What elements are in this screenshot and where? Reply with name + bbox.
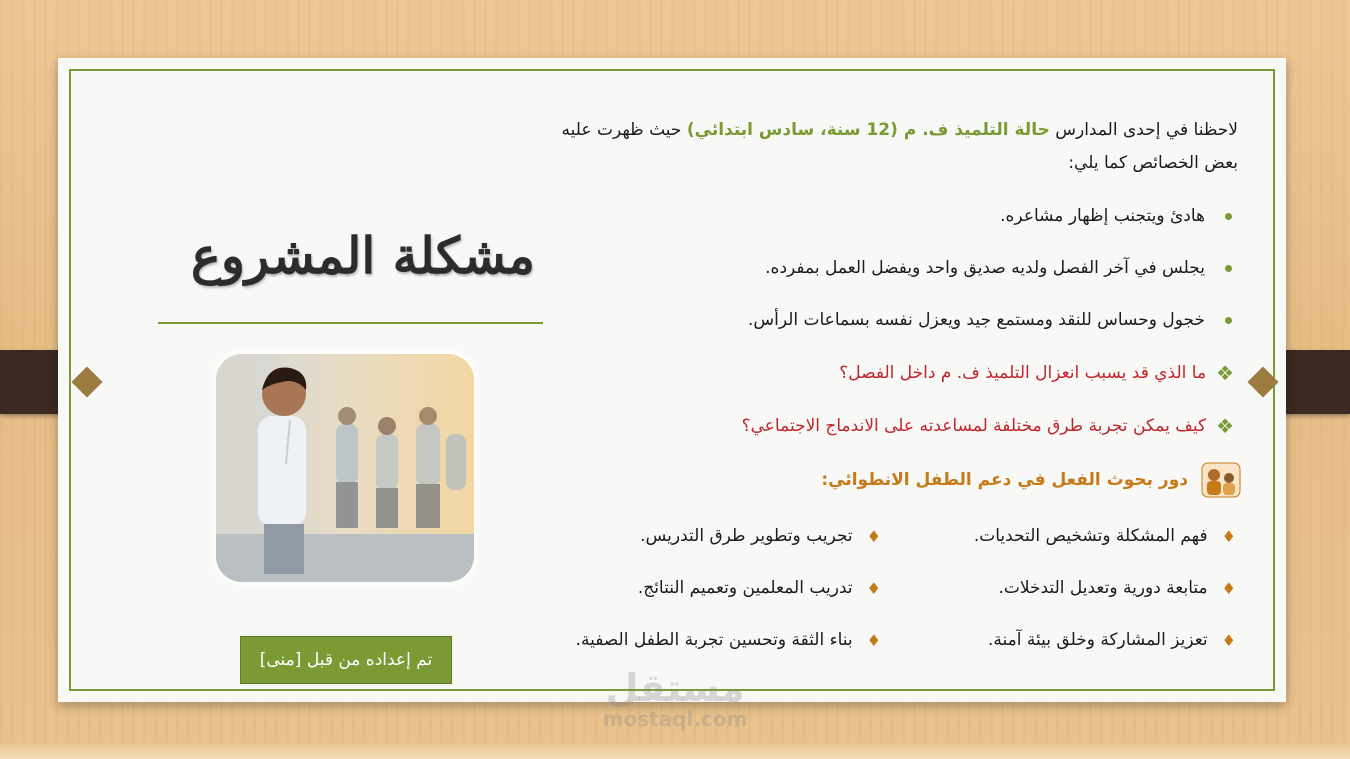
intro-paragraph <box>538 114 1238 180</box>
intro-text-end: حيث ظهرت عليه بعض الخصائص كما يلي: <box>561 120 1238 173</box>
role-item <box>538 614 883 666</box>
question-2 <box>538 399 1238 452</box>
role-item <box>893 614 1238 666</box>
question-1 <box>538 346 1238 399</box>
bullet-dot-icon <box>1225 265 1232 272</box>
role-item-text: بناء الثقة وتحسين تجربة الطفل الصفية. <box>575 630 853 650</box>
list-item <box>538 294 1238 346</box>
content-area <box>538 114 1238 666</box>
role-item <box>893 562 1238 614</box>
watermark-url: mostaql.com <box>602 707 748 731</box>
diamond-icon: ♦ <box>866 630 881 650</box>
role-heading-text: دور بحوث الفعل في دعم الطفل الانطوائي: <box>821 470 1188 490</box>
role-item-text: تجريب وتطوير طرق التدريس. <box>640 526 853 546</box>
credit-label: تم إعداده من قبل [منى] <box>240 636 452 684</box>
watermark <box>590 668 760 730</box>
slide-title: مشكلة المشروع <box>191 226 535 285</box>
slide <box>58 58 1286 702</box>
characteristics-list <box>538 190 1238 346</box>
roles-grid <box>538 510 1238 666</box>
role-heading <box>538 452 1238 508</box>
list-item-text: هادئ ويتجنب إظهار مشاعره. <box>1000 206 1205 226</box>
teacher-student-icon <box>1200 459 1242 501</box>
role-item-text: فهم المشكلة وتشخيص التحديات. <box>973 526 1208 546</box>
question-text: ما الذي قد يسبب انعزال التلميذ ف. م داخل الفصل؟ <box>839 362 1207 383</box>
diamond-icon: ♦ <box>866 526 881 546</box>
diamond-icon: ♦ <box>1221 578 1236 598</box>
watermark-logo: مستقل <box>605 666 745 710</box>
list-item-text: خجول وحساس للنقد ومستمع جيد ويعزل نفسه بسماعات الرأس. <box>747 310 1205 330</box>
diamond-icon: ♦ <box>1221 526 1236 546</box>
role-item <box>893 510 1238 562</box>
list-item <box>538 190 1238 242</box>
role-item <box>538 562 883 614</box>
diamond-icon: ♦ <box>1221 630 1236 650</box>
role-item <box>538 510 883 562</box>
intro-text-start: لاحظنا في إحدى المدارس <box>1049 120 1238 140</box>
title-divider <box>158 322 543 324</box>
bullet-dot-icon <box>1225 317 1232 324</box>
bullet-dot-icon <box>1225 213 1232 220</box>
role-item-text: تعزيز المشاركة وخلق بيئة آمنة. <box>988 630 1208 650</box>
role-item-text: متابعة دورية وتعديل التدخلات. <box>998 578 1208 598</box>
student-photo <box>216 354 474 582</box>
list-item-text: يجلس في آخر الفصل ولديه صديق واحد ويفضل العمل بمفرده. <box>765 258 1205 278</box>
diamond-icon: ♦ <box>866 578 881 598</box>
diamond-bullet-icon: ❖ <box>1216 413 1234 438</box>
diamond-bullet-icon: ❖ <box>1216 360 1234 385</box>
background-strip <box>0 743 1350 759</box>
list-item <box>538 242 1238 294</box>
question-text: كيف يمكن تجربة طرق مختلفة لمساعدته على الاندماج الاجتماعي؟ <box>741 415 1207 436</box>
student-highlight: حالة التلميذ ف. م (12 سنة، سادس ابتدائي) <box>686 120 1050 140</box>
role-item-text: تدريب المعلمين وتعميم النتائج. <box>637 578 853 598</box>
